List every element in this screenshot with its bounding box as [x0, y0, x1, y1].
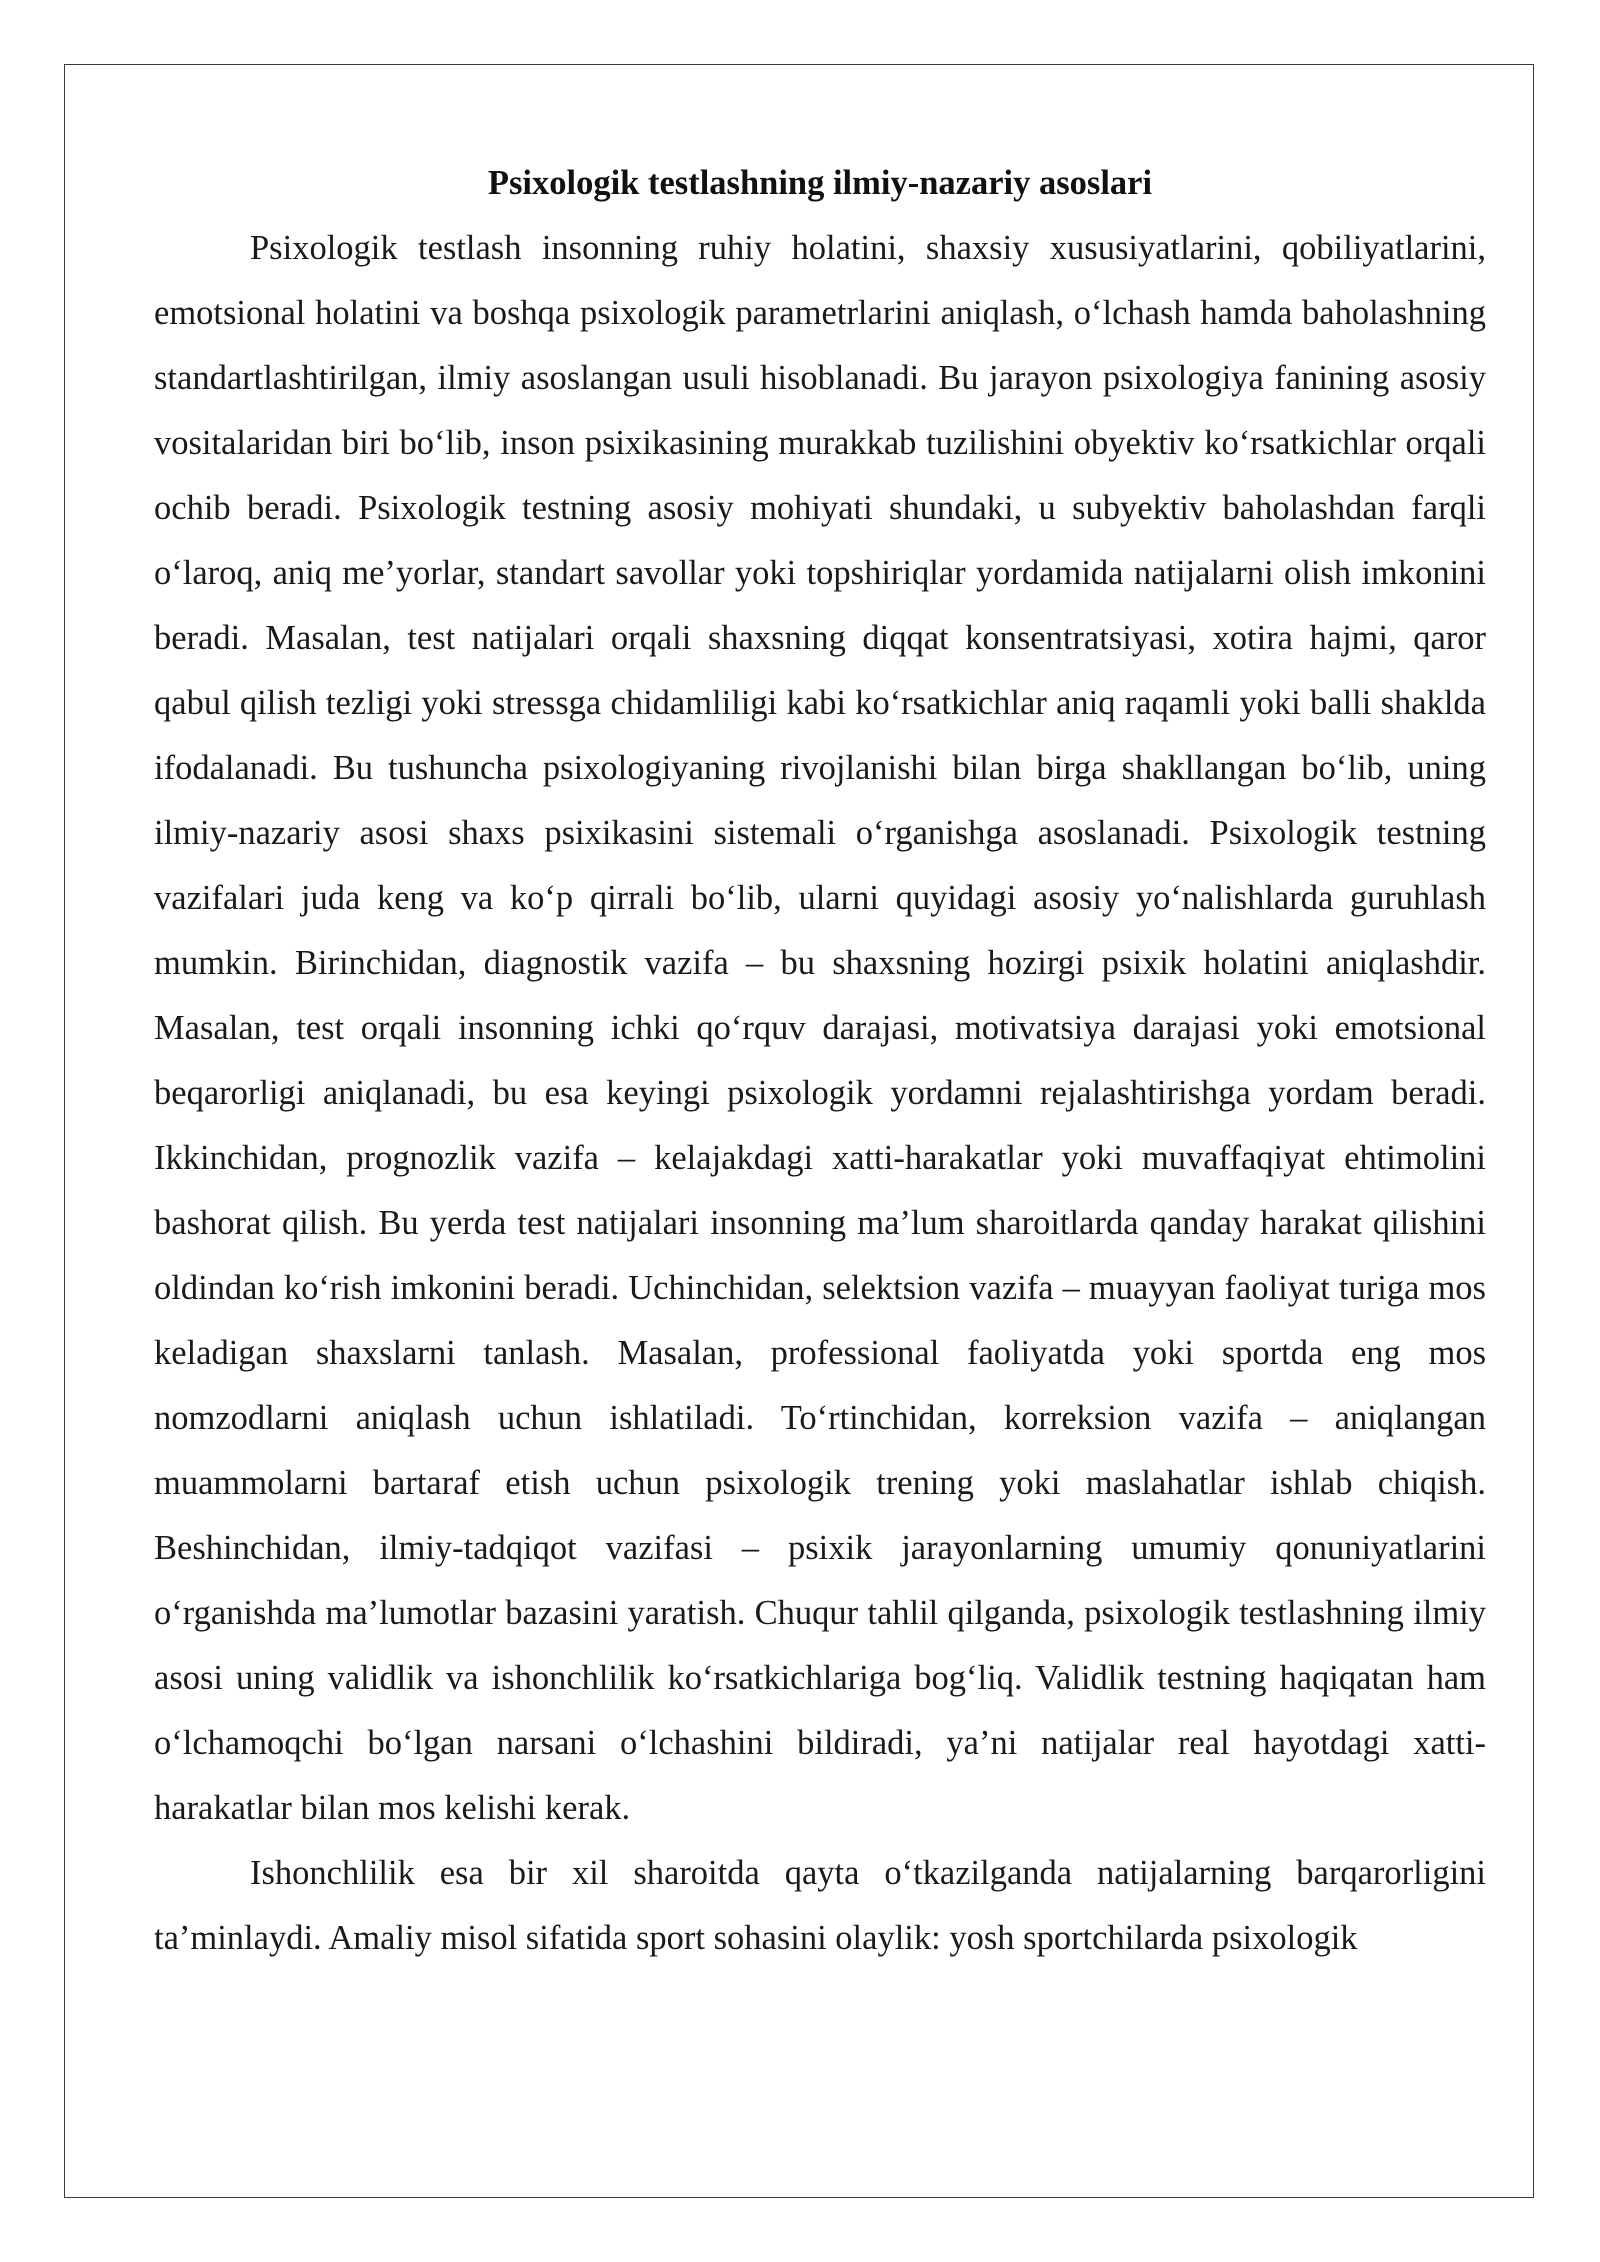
document-title: Psixologik testlashning ilmiy-nazariy asoslari [487, 164, 1153, 202]
document-body [154, 151, 1486, 1971]
paragraph-2: Ishonchlilik esa bir xil sharoitda qayta o‘tkazilganda natijalarning barqarorligini ta’minlaydi. Amaliy misol sifatida sport sohasini olaylik: yosh sportchilarda psixologik [154, 1854, 1486, 1957]
paragraph-1: Psixologik testlash insonning ruhiy holatini, shaxsiy xususiyatlarini, qobiliyatlarini, emotsional holatini va boshqa psixologik parametrlarini aniqlash, o‘lchash hamda baholashning standartlashtirilgan, ilmiy asoslangan usuli hisoblanadi. Bu jarayon psixologiya fanining asosiy vositalaridan biri bo‘lib, inson psixikasining murakkab tuzilishini obyektiv ko‘rsatkichlar orqali ochib beradi. Psixologik testning asosiy mohiyati shundaki, u subyektiv baholashdan farqli o‘laroq, aniq me’yorlar, standart savollar yoki topshiriqlar yordamida natijalarni olish imkonini beradi. Masalan, test natijalari orqali shaxsning diqqat konsentratsiyasi, xotira hajmi, qaror qabul qilish tezligi yoki stressga chidamliligi kabi ko‘rsatkichlar aniq raqamli yoki balli shaklda ifodalanadi. Bu tushuncha psixologiyaning rivojlanishi bilan birga shakllangan bo‘lib, uning ilmiy-nazariy asosi shaxs psixikasini sistemali o‘rganishga asoslanadi. Psixologik testning vazifalari juda keng va ko‘p qirrali bo‘lib, ularni quyidagi asosiy yo‘nalishlarda guruhlash mumkin. Birinchidan, diagnostik vazifa – bu shaxsning hozirgi psixik holatini aniqlashdir. Masalan, test orqali insonning ichki qo‘rquv darajasi, motivatsiya darajasi yoki emotsional beqarorligi aniqlanadi, bu esa keyingi psixologik yordamni rejalashtirishga yordam beradi. Ikkinchidan, prognozlik vazifa – kelajakdagi xatti-harakatlar yoki muvaffaqiyat ehtimolini bashorat qilish. Bu yerda test natijalari insonning ma’lum sharoitlarda qanday harakat qilishini oldindan ko‘rish imkonini beradi. Uchinchidan, selektsion vazifa – muayyan faoliyat turiga mos keladigan shaxslarni tanlash. Masalan, professional faoliyatda yoki sportda eng mos nomzodlarni aniqlash uchun ishlatiladi. To‘rtinchidan, korreksion vazifa – aniqlangan muammolarni bartaraf etish uchun psixologik trening yoki maslahatlar ishlab chiqish. Beshinchidan, ilmiy-tadqiqot vazifasi – psixik jarayonlarning umumiy qonuniyatlarini o‘rganishda ma’lumotlar bazasini yaratish. Chuqur tahlil qilganda, psixologik testlashning ilmiy asosi uning validlik va ishonchlilik ko‘rsatkichlariga bog‘liq. Validlik testning haqiqatan ham o‘lchamoqchi bo‘lgan narsani o‘lchashini bildiradi, ya’ni natijalar real hayotdagi xatti-harakatlar bilan mos kelishi kerak. [154, 229, 1486, 1827]
